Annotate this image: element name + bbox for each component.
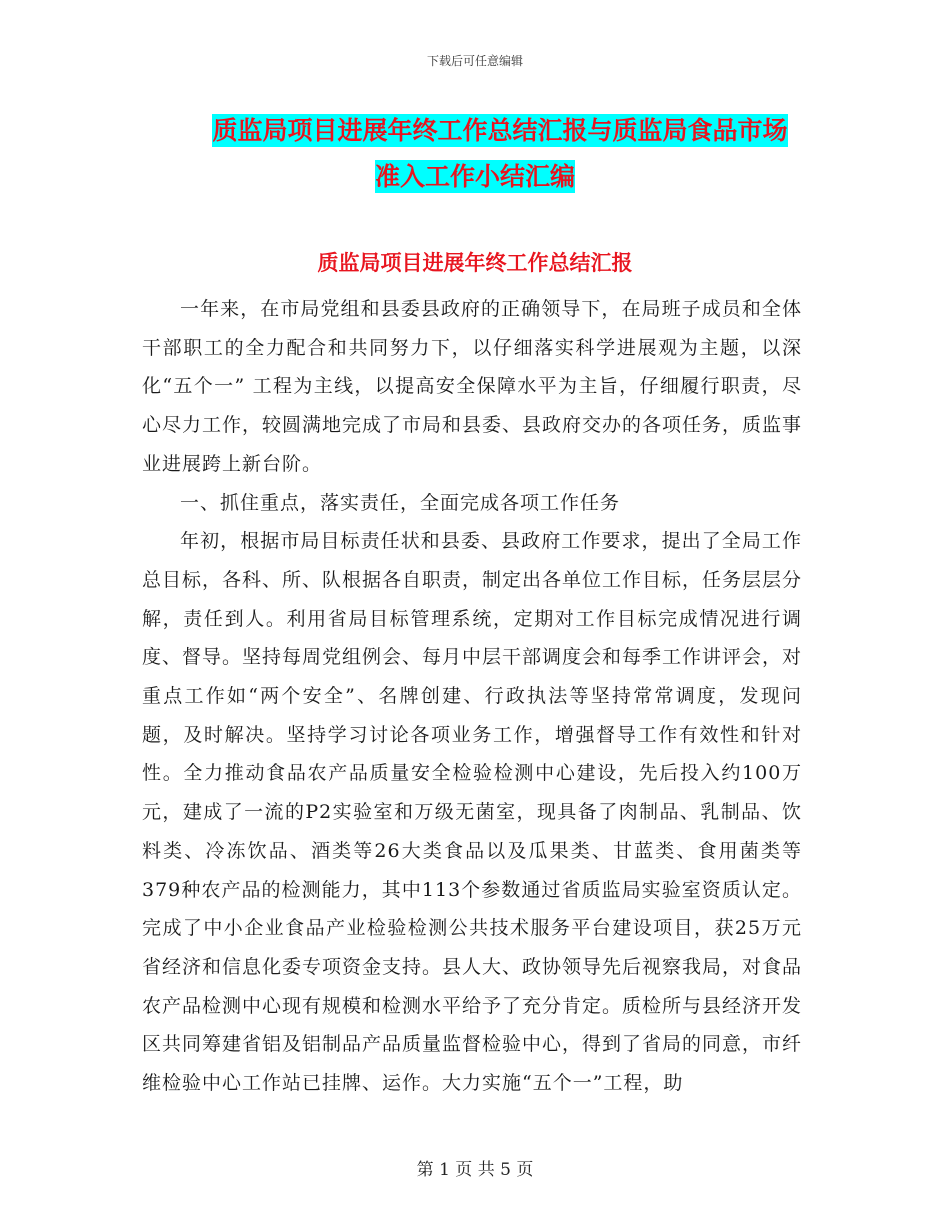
paragraph-intro: 一年来，在市局党组和县委县政府的正确领导下，在局班子成员和全体干部职工的全力配合和共同努力下，以仔细落实科学进展观为主题，以深化“五个一” 工程为主线，以提高安全保障水平为主旨，仔细履行职责，尽心尽力工作，较圆满地完成了市局和县委、县政府交办的各项任务，质监事业进展跨上新台阶。 <box>142 298 803 475</box>
paragraph-heading-1: 一、抓住重点，落实责任，全面完成各项工作任务 <box>180 491 621 514</box>
section-title: 质监局项目进展年终工作总结汇报 <box>317 251 633 275</box>
title-line-1: 质监局项目进展年终工作总结汇报与质监局食品市场 <box>212 116 788 145</box>
document-title <box>0 108 950 200</box>
paragraph-body-1: 年初，根据市局目标责任状和县委、县政府工作要求，提出了全局工作总目标，各科、所、队根据各自职责，制定出各单位工作目标，任务层层分解，责任到人。利用省局目标管理系统，定期对工作目标完成情况进行调度、督导。坚持每周党组例会、每月中层干部调度会和每季工作讲评会，对重点工作如“两个安全”、名牌创建、行政执法等坚持常常调度，发现问题，及时解决。坚持学习讨论各项业务工作，增强督导工作有效性和针对性。全力推动食品农产品质量安全检验检测中心建设，先后投入约100万元，建成了一流的P2实验室和万级无菌室，现具备了肉制品、乳制品、饮料类、冷冻饮品、酒类等26大类食品以及瓜果类、甘蓝类、食用菌类等379种农产品的检测能力，其中113个参数通过省质监局实验室资质认定。完成了中小企业食品产业检验检测公共技术服务平台建设项目，获25万元省经济和信息化委专项资金支持。县人大、政协领导先后视察我局，对食品农产品检测中心现有规模和检测水平给予了充分肯定。质检所与县经济开发区共同筹建省铝及铝制品产品质量监督检验中心，得到了省局的同意，市纤维检验中心工作站已挂牌、运作。大力实施“五个一”工程，助 <box>142 530 803 1095</box>
title-line-2: 准入工作小结汇编 <box>374 162 575 191</box>
document-body <box>142 290 802 1103</box>
page-number: 第 1 页 共 5 页 <box>416 1160 534 1180</box>
page-header-note: 下载后可任意编辑 <box>426 54 523 68</box>
